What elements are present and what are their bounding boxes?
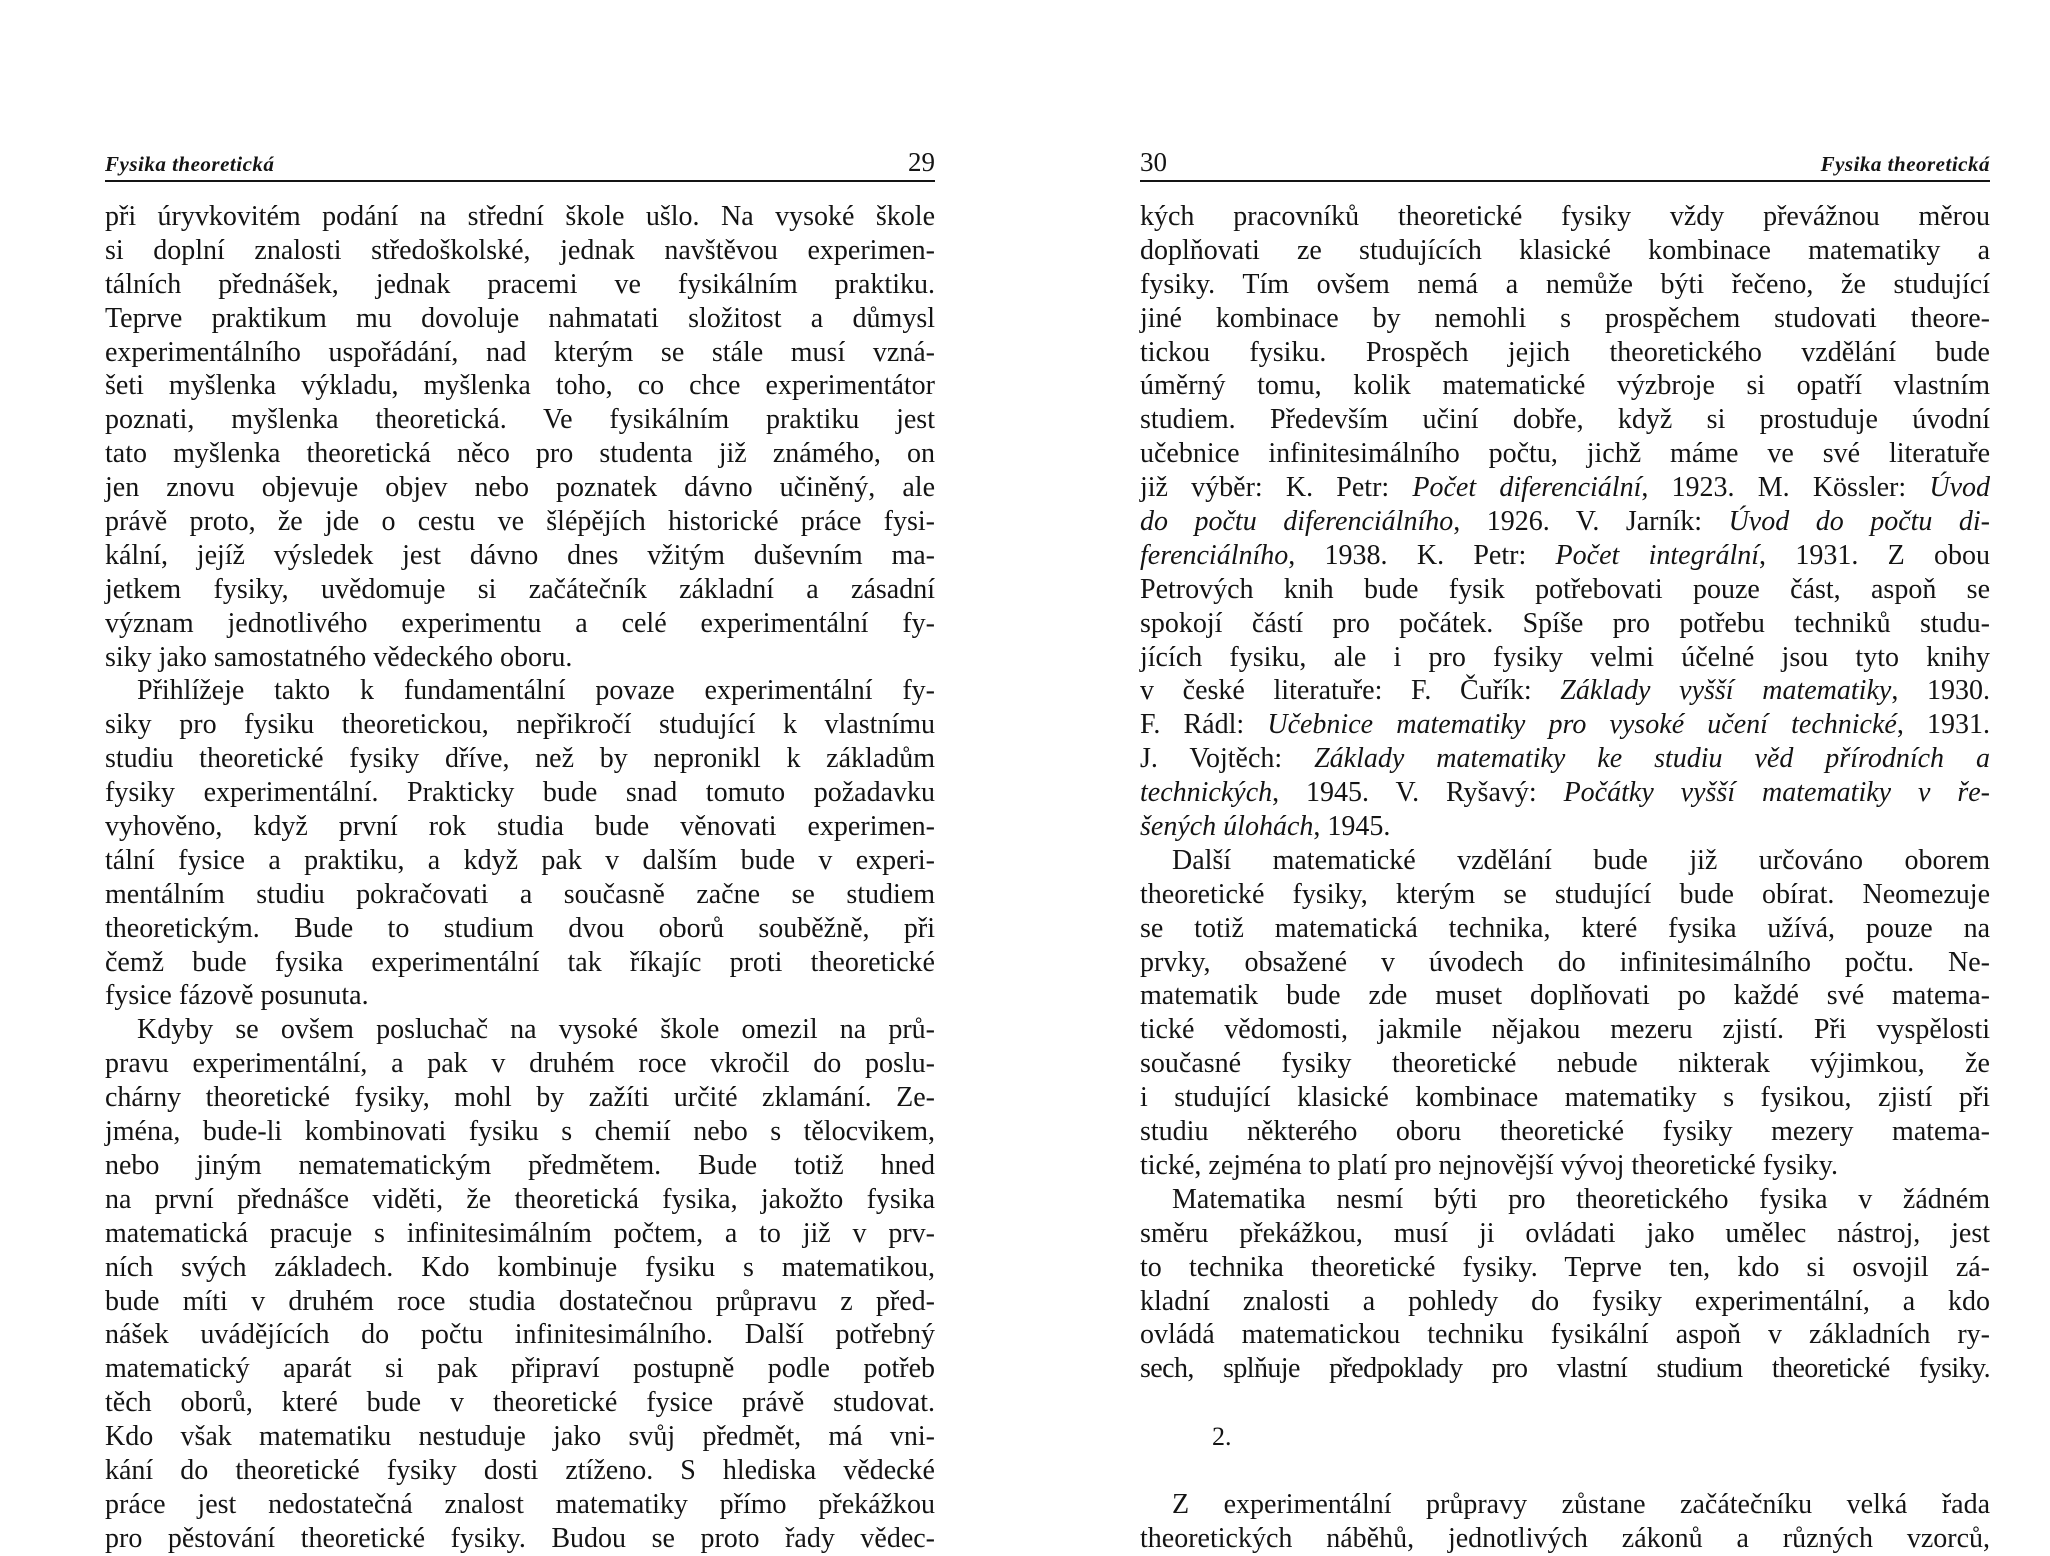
book-title: Učebnice matematiky pro vysoké učení technické bbox=[1267, 709, 1897, 741]
text-line: jících fysiku, ale i pro fysiky velmi účelné jsou tyto knihy bbox=[1140, 641, 1990, 673]
page-number: 29 bbox=[908, 147, 935, 177]
text-line: práce jest nedostatečná znalost matematiky přímo překážkou bbox=[105, 1488, 935, 1520]
text-line: pro pěstování theoretické fysiky. Budou se proto řady vědec- bbox=[105, 1522, 935, 1554]
ref-text: , 1930. bbox=[1891, 675, 1990, 707]
spacer bbox=[1140, 1454, 1990, 1488]
ref-text: F. Rádl: bbox=[1140, 709, 1268, 741]
book-title: Počátky vyšší matematiky v ře- bbox=[1563, 777, 1990, 809]
text-line: theoretickým. Bude to studium dvou oborů souběžně, při bbox=[105, 912, 935, 944]
spacer bbox=[1140, 1386, 1990, 1420]
text-line: matematik bude zde muset doplňovati po každé své matema- bbox=[1140, 980, 1990, 1012]
text-line: theoretické fysiky, kterým se studující bude obírat. Neomezuje bbox=[1140, 878, 1990, 910]
running-head bbox=[105, 147, 935, 182]
ref-text: , 1931. bbox=[1896, 709, 1991, 741]
text-line: tickou fysiku. Prospěch jejich theoretického vzdělání bude bbox=[1140, 336, 1990, 368]
text-line: tální fysice a praktiku, a když pak v dalším bude v experi- bbox=[105, 844, 935, 876]
ref-text: , 1926. V. Jarník: bbox=[1453, 506, 1729, 538]
text-line: šeti myšlenka výkladu, myšlenka toho, co chce experimentátor bbox=[105, 370, 935, 402]
book-title: do počtu diferenciálního bbox=[1140, 506, 1454, 538]
book-title: ferenciálního bbox=[1140, 539, 1289, 571]
book-title: Základy matematiky ke studiu věd přírodních a bbox=[1314, 743, 1990, 775]
text-line: čemž bude fysika experimentální tak říkajíc proti theoretické bbox=[105, 946, 935, 978]
text-line: prvky, obsažené v úvodech do infinitesimálního počtu. Ne- bbox=[1140, 946, 1990, 978]
text-line: Teprve praktikum mu dovoluje nahmatati složitost a důmysl bbox=[105, 302, 935, 334]
text-line: směru překážkou, musí ji ovládati jako umělec nástroj, jest bbox=[1140, 1217, 1990, 1249]
paragraph-first-line: Přihlížeje takto k fundamentální povaze experimentální fy- bbox=[137, 675, 935, 707]
running-head bbox=[1140, 147, 1990, 182]
text-line: to technika theoretické fysiky. Teprve ten, kdo si osvojil zá- bbox=[1140, 1251, 1990, 1283]
book-title: Úvod do počtu di- bbox=[1728, 506, 1991, 538]
ref-text: v české literatuře: F. Čuřík: bbox=[1140, 675, 1561, 707]
reference-line bbox=[1140, 708, 1990, 742]
ref-text: J. Vojtěch: bbox=[1140, 743, 1315, 775]
text-line: na první přednášce viděti, že theoretická fysika, jakožto fysika bbox=[105, 1183, 935, 1215]
book-title: Úvod bbox=[1929, 472, 1990, 504]
text-line: vyhověno, když první rok studia bude věnovati experimen- bbox=[105, 811, 935, 843]
text-line: tické, zejména to platí pro nejnovější vývoj theoretické fysiky. bbox=[1140, 1149, 1838, 1181]
text-line: fysiky. Tím ovšem nemá a nemůže býti řečeno, že studující bbox=[1140, 268, 1990, 300]
text-line: kání do theoretické fysiky dosti ztíženo. S hlediska vědecké bbox=[105, 1454, 935, 1486]
text-line: se totiž matematická technika, které fysika užívá, pouze na bbox=[1140, 912, 1990, 944]
text-line: tálních přednášek, jednak pracemi ve fysikálním praktiku. bbox=[105, 268, 935, 300]
paragraph-first-line: Z experimentální průpravy zůstane začátečníku velká řada bbox=[1172, 1488, 1990, 1520]
running-title: Fysika theoretická bbox=[105, 152, 275, 176]
body-text bbox=[1140, 200, 1990, 1556]
running-title: Fysika theoretická bbox=[1820, 152, 1990, 176]
text-line: nášek uvádějících do počtu infinitesimálního. Další potřebný bbox=[105, 1319, 935, 1351]
text-line: současné fysiky theoretické nebude nikterak výjimkou, že bbox=[1140, 1048, 1990, 1080]
text-line: bude míti v druhém roce studia dostatečnou průpravu z před- bbox=[105, 1285, 935, 1317]
book-title: technických bbox=[1140, 777, 1273, 809]
page-number: 30 bbox=[1140, 147, 1167, 177]
text-line: jiné kombinace by nemohli s prospěchem studovati theore- bbox=[1140, 302, 1990, 334]
ref-text: , 1923. M. Kössler: bbox=[1641, 472, 1930, 504]
reference-line bbox=[1140, 539, 1990, 573]
text-line: úměrný tomu, kolik matematické výzbroje si opatří vlastním bbox=[1140, 370, 1990, 402]
reference-line bbox=[1140, 674, 1990, 708]
text-line: siky pro fysiku theoretickou, nepřikročí studující k vlastnímu bbox=[105, 709, 935, 741]
text-line: mentálním studiu pokračovati a současně začne se studiem bbox=[105, 878, 935, 910]
text-line: Kdo však matematiku nestuduje jako svůj předmět, má vni- bbox=[105, 1421, 935, 1453]
text-line: při úryvkovitém podání na střední škole ušlo. Na vysoké škole bbox=[105, 201, 935, 232]
book-title: Počet diferenciální bbox=[1412, 472, 1642, 504]
text-line: chárny theoretické fysiky, mohl by zažíti určité zklamání. Ze- bbox=[105, 1082, 935, 1114]
section-number: 2. bbox=[1212, 1422, 1232, 1452]
reference-line bbox=[1140, 742, 1990, 776]
text-line: kladní znalosti a pohledy do fysiky experimentální, a kdo bbox=[1140, 1285, 1990, 1317]
text-line: matematický aparát si pak připraví postupně podle potřeb bbox=[105, 1353, 935, 1385]
text-line: spokojí částí pro počátek. Spíše pro potřebu techniků studu- bbox=[1140, 607, 1990, 639]
text-line: tické vědomosti, jakmile nějakou mezeru zjistí. Při vyspělosti bbox=[1140, 1014, 1990, 1046]
paragraph-first-line: Kdyby se ovšem posluchač na vysoké škole omezil na prů- bbox=[137, 1014, 935, 1046]
book-title: šených úlohách bbox=[1140, 811, 1314, 843]
text-line: fysice fázově posunuta. bbox=[105, 980, 369, 1012]
reference-line bbox=[1140, 471, 1990, 505]
reference-line bbox=[1140, 505, 1990, 539]
ref-text: , 1945. V. Ryšavý: bbox=[1272, 777, 1564, 809]
text-line: ovládá matematickou techniku fysikální aspoň v základních ry- bbox=[1140, 1319, 1990, 1351]
ref-text: , 1945. bbox=[1313, 811, 1391, 843]
text-line: studiu theoretické fysiky dříve, než by nepronikl k základům bbox=[105, 743, 935, 775]
text-line: význam jednotlivého experimentu a celé experimentální fy- bbox=[105, 607, 935, 639]
text-line: studiem. Především učiní dobře, když si prostuduje úvodní bbox=[1140, 404, 1990, 436]
text-line: učebnice infinitesimálního počtu, jichž máme ve své literatuře bbox=[1140, 438, 1990, 470]
text-line: Petrových knih bude fysik potřebovati pouze část, aspoň se bbox=[1140, 573, 1990, 605]
text-line: siky jako samostatného vědeckého oboru. bbox=[105, 641, 573, 673]
book-title: Počet integrální bbox=[1555, 539, 1760, 571]
text-line: kých pracovníků theoretické fysiky vždy převážnou měrou bbox=[1140, 201, 1990, 232]
ref-text: již výběr: K. Petr: bbox=[1140, 472, 1413, 504]
text-line: experimentálního uspořádání, nad kterým se stále musí vzná- bbox=[105, 336, 935, 368]
reference-line bbox=[1140, 810, 1990, 844]
text-line: doplňovati ze studujících klasické kombinace matematiky a bbox=[1140, 234, 1990, 266]
text-line: nebo jiným nematematickým předmětem. Bude totiž hned bbox=[105, 1149, 935, 1181]
text-line: sech, splňuje předpoklady pro vlastní studium theoretické fysiky. bbox=[1140, 1353, 1990, 1385]
body-text bbox=[105, 200, 935, 1556]
ref-text: , 1938. K. Petr: bbox=[1288, 539, 1556, 571]
text-line: tato myšlenka theoretická něco pro studenta již známého, on bbox=[105, 438, 935, 470]
text-line: fysiky experimentální. Prakticky bude snad tomuto požadavku bbox=[105, 777, 935, 809]
paragraph-first-line: Další matematické vzdělání bude již určováno oborem bbox=[1172, 844, 1990, 876]
text-line: kální, jejíž výsledek jest dávno dnes vžitým duševním ma- bbox=[105, 539, 935, 571]
text-line: matematická pracuje s infinitesimálním počtem, a to již v prv- bbox=[105, 1217, 935, 1249]
text-line: pravu experimentální, a pak v druhém roce vkročil do poslu- bbox=[105, 1048, 935, 1080]
paragraph-first-line: Matematika nesmí býti pro theoretického fysika v žádném bbox=[1172, 1183, 1990, 1215]
text-line: právě proto, že jde o cestu ve šlépějích historické práce fysi- bbox=[105, 506, 935, 538]
book-title: Základy vyšší matematiky bbox=[1560, 675, 1892, 707]
text-line: jen znovu objevuje objev nebo poznatek dávno učiněný, ale bbox=[105, 472, 935, 504]
text-line: těch oborů, které bude v theoretické fysice právě studovat. bbox=[105, 1387, 935, 1419]
text-line: theoretických náběhů, jednotlivých zákonů a různých vzorců, bbox=[1140, 1522, 1990, 1554]
text-line: jetkem fysiky, uvědomuje si začátečník základní a zásadní bbox=[105, 573, 935, 605]
text-line: jména, bude-li kombinovati fysiku s chemií nebo s tělocvikem, bbox=[105, 1116, 935, 1148]
ref-text: , 1931. Z obou bbox=[1759, 539, 1991, 571]
text-line: si doplní znalosti středoškolské, jednak navštěvou experimen- bbox=[105, 234, 935, 266]
reference-line bbox=[1140, 776, 1990, 810]
text-line: poznati, myšlenka theoretická. Ve fysikálním praktiku jest bbox=[105, 404, 935, 436]
text-line: ních svých základech. Kdo kombinuje fysiku s matematikou, bbox=[105, 1251, 935, 1283]
text-line: i studující klasické kombinace matematiky s fysikou, zjistí při bbox=[1140, 1082, 1990, 1114]
text-line: studiu některého oboru theoretické fysiky mezery matema- bbox=[1140, 1116, 1990, 1148]
